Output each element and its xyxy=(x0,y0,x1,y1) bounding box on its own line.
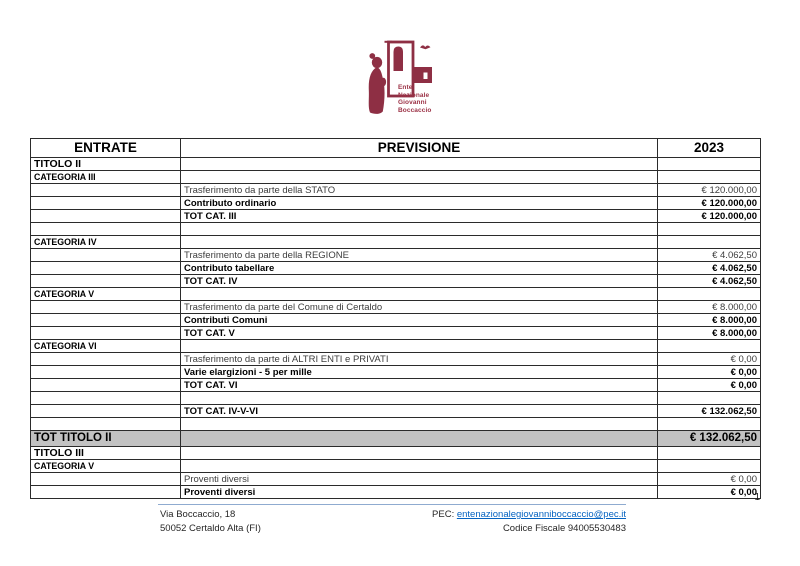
table-row xyxy=(31,460,761,473)
amount-cell: € 4.062,50 xyxy=(658,249,761,262)
logo xyxy=(360,38,450,123)
description-cell xyxy=(181,223,658,236)
amount-cell: € 0,00 xyxy=(658,366,761,379)
entrate-cell xyxy=(31,473,181,486)
table-row xyxy=(31,405,761,418)
footer-address-line1: Via Boccaccio, 18 xyxy=(160,509,236,520)
entrate-cell: CATEGORIA V xyxy=(31,460,181,473)
entrate-cell xyxy=(31,197,181,210)
table-row xyxy=(31,184,761,197)
table-row xyxy=(31,288,761,301)
amount-cell xyxy=(658,340,761,353)
amount-cell xyxy=(658,236,761,249)
annex-building xyxy=(413,67,433,83)
entrate-cell xyxy=(31,327,181,340)
amount-cell xyxy=(658,223,761,236)
entrate-cell xyxy=(31,223,181,236)
footer-fiscal-code: Codice Fiscale 94005530483 xyxy=(502,522,626,534)
entrate-cell xyxy=(31,405,181,418)
logo-line: Ente xyxy=(398,84,413,91)
description-cell xyxy=(181,418,658,431)
amount-cell: € 0,00 xyxy=(658,353,761,366)
description-cell: Trasferimento da parte della REGIONE xyxy=(181,249,658,262)
table-row xyxy=(31,473,761,486)
amount-cell: € 8.000,00 xyxy=(658,314,761,327)
table-row xyxy=(31,210,761,223)
description-cell: Contributo tabellare xyxy=(181,262,658,275)
description-cell: Trasferimento da parte del Comune di Certaldo xyxy=(181,301,658,314)
description-cell: Proventi diversi xyxy=(181,486,658,499)
table-header-row xyxy=(31,139,761,158)
entrate-cell: CATEGORIA IV xyxy=(31,236,181,249)
table-row xyxy=(31,262,761,275)
description-cell xyxy=(181,158,658,171)
table-row xyxy=(31,366,761,379)
description-cell: TOT CAT. IV-V-VI xyxy=(181,405,658,418)
amount-cell: € 0,00 xyxy=(658,486,761,499)
table-row xyxy=(31,392,761,405)
description-cell xyxy=(181,460,658,473)
table-row xyxy=(31,171,761,184)
header-year: 2023 xyxy=(658,139,761,158)
description-cell xyxy=(181,447,658,460)
pec-label: PEC: xyxy=(432,509,457,520)
entrate-cell xyxy=(31,275,181,288)
entrate-cell xyxy=(31,353,181,366)
table-row xyxy=(31,327,761,340)
entrate-cell: CATEGORIA III xyxy=(31,171,181,184)
amount-cell xyxy=(658,447,761,460)
logo-line: Giovanni xyxy=(398,99,427,107)
amount-cell xyxy=(658,418,761,431)
amount-cell: € 8.000,00 xyxy=(658,327,761,340)
amount-cell: € 0,00 xyxy=(658,379,761,392)
amount-cell xyxy=(658,288,761,301)
table-row xyxy=(31,275,761,288)
table-row xyxy=(31,353,761,366)
amount-cell: € 0,00 xyxy=(658,473,761,486)
description-cell: TOT CAT. IV xyxy=(181,275,658,288)
footer-address-line2: 50052 Certaldo Alta (FI) xyxy=(160,522,261,534)
table-row xyxy=(31,249,761,262)
entrate-cell xyxy=(31,392,181,405)
description-cell: Varie elargizioni - 5 per mille xyxy=(181,366,658,379)
amount-cell xyxy=(658,158,761,171)
figure-body xyxy=(369,67,385,114)
header-entrate: ENTRATE xyxy=(31,139,181,158)
tower-door xyxy=(394,47,404,72)
entrate-cell xyxy=(31,486,181,499)
entrate-cell xyxy=(31,249,181,262)
entrate-cell xyxy=(31,366,181,379)
description-cell: Contributi Comuni xyxy=(181,314,658,327)
entrate-cell xyxy=(31,184,181,197)
amount-cell: € 8.000,00 xyxy=(658,301,761,314)
description-cell: Proventi diversi xyxy=(181,473,658,486)
amount-cell: € 4.062,50 xyxy=(658,262,761,275)
budget-table xyxy=(30,138,761,499)
footer-address xyxy=(160,508,261,535)
description-cell xyxy=(181,236,658,249)
amount-cell xyxy=(658,171,761,184)
table-row xyxy=(31,158,761,171)
entrate-cell xyxy=(31,301,181,314)
entrate-cell xyxy=(31,314,181,327)
table-row xyxy=(31,431,761,447)
entrate-cell xyxy=(31,262,181,275)
pec-link[interactable]: entenazionalegiovanniboccaccio@pec.it xyxy=(456,509,626,520)
logo-wordmark xyxy=(398,84,448,114)
bird-icon xyxy=(420,45,431,49)
amount-cell: € 120.000,00 xyxy=(658,184,761,197)
table-row xyxy=(31,314,761,327)
description-cell: Trasferimento da parte di ALTRI ENTI e PRIVATI xyxy=(181,353,658,366)
amount-cell: € 120.000,00 xyxy=(658,210,761,223)
footer-divider xyxy=(158,504,626,505)
description-cell xyxy=(181,288,658,301)
description-cell xyxy=(181,340,658,353)
budget-table-body xyxy=(31,158,761,499)
entrate-cell: TITOLO II xyxy=(31,158,181,171)
table-row xyxy=(31,236,761,249)
description-cell xyxy=(181,171,658,184)
amount-cell: € 132.062,50 xyxy=(658,431,761,447)
description-cell: TOT CAT. V xyxy=(181,327,658,340)
logo-line: Nazionale xyxy=(398,91,430,99)
description-cell xyxy=(181,392,658,405)
page-number: 1 xyxy=(754,492,760,503)
table-row xyxy=(31,379,761,392)
table-row xyxy=(31,486,761,499)
footer-contacts xyxy=(345,508,626,535)
description-cell: Trasferimento da parte della STATO xyxy=(181,184,658,197)
entrate-cell: CATEGORIA V xyxy=(31,288,181,301)
table-row xyxy=(31,418,761,431)
entrate-cell: CATEGORIA VI xyxy=(31,340,181,353)
entrate-cell: TOT TITOLO II xyxy=(31,431,181,447)
header-previsione: PREVISIONE xyxy=(181,139,658,158)
amount-cell: € 4.062,50 xyxy=(658,275,761,288)
amount-cell xyxy=(658,392,761,405)
entrate-cell xyxy=(31,379,181,392)
table-row xyxy=(31,447,761,460)
entrate-cell xyxy=(31,210,181,223)
description-cell: TOT CAT. VI xyxy=(181,379,658,392)
entrate-cell xyxy=(31,418,181,431)
description-cell xyxy=(181,431,658,447)
amount-cell xyxy=(658,460,761,473)
description-cell: Contributo ordinario xyxy=(181,197,658,210)
amount-cell: € 120.000,00 xyxy=(658,197,761,210)
logo-line: Boccaccio xyxy=(398,106,432,114)
table-row xyxy=(31,340,761,353)
amount-cell: € 132.062,50 xyxy=(658,405,761,418)
table-row xyxy=(31,301,761,314)
entrate-cell: TITOLO III xyxy=(31,447,181,460)
table-row xyxy=(31,223,761,236)
footer-pec-line xyxy=(345,508,626,522)
table-row xyxy=(31,197,761,210)
figure-head xyxy=(372,57,382,68)
description-cell: TOT CAT. III xyxy=(181,210,658,223)
